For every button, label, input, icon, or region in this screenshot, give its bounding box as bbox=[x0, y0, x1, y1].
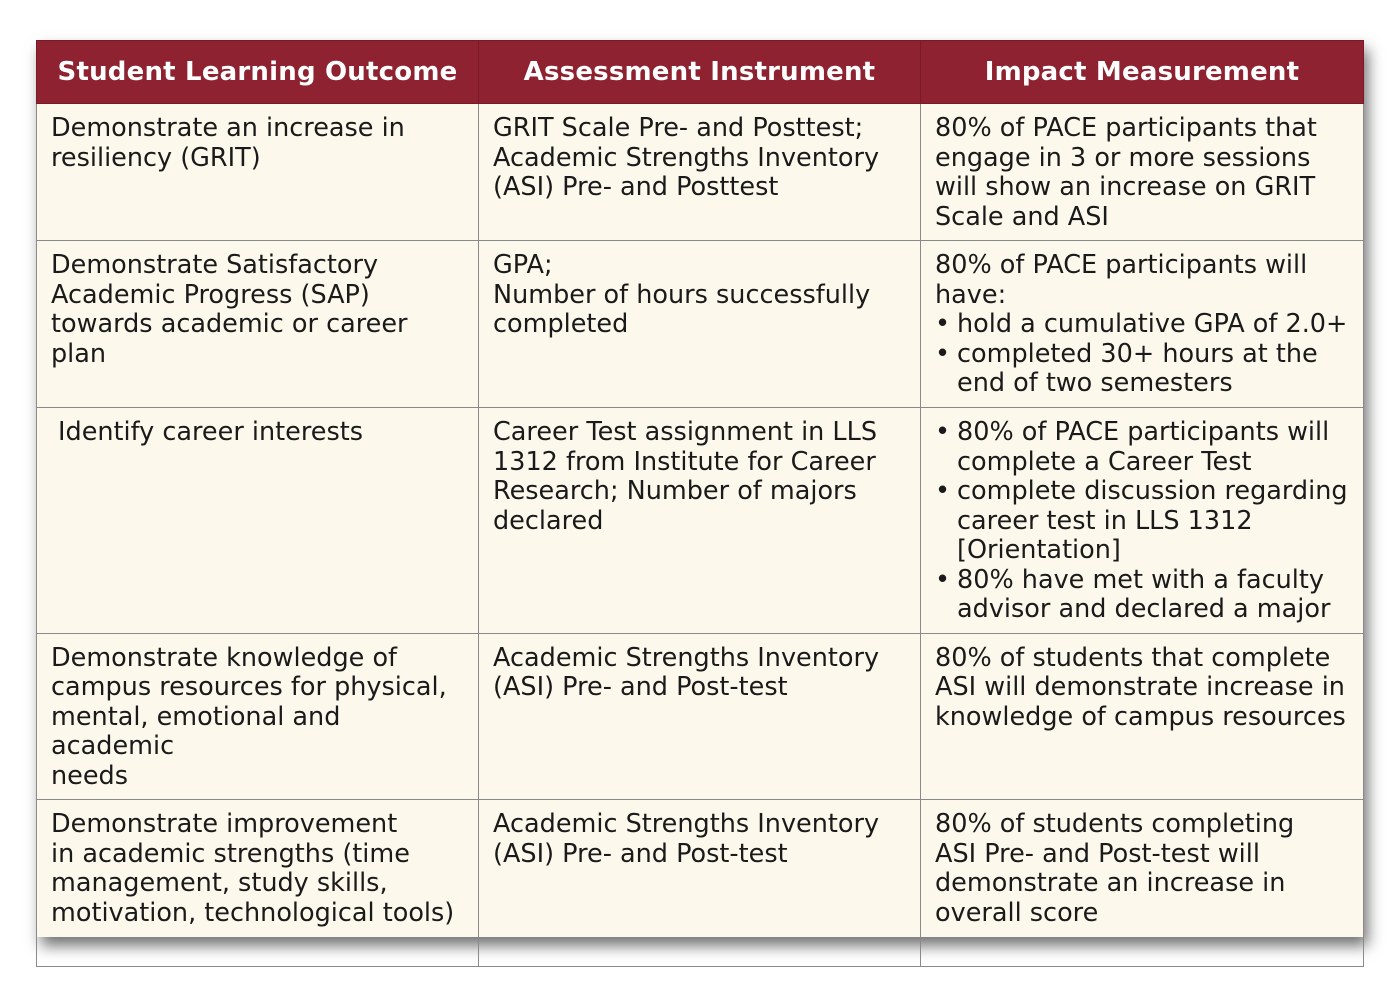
outcomes-table bbox=[36, 40, 1364, 967]
bullet-icon: • bbox=[935, 476, 951, 506]
instrument-line: Academic Strengths Inventory bbox=[493, 809, 880, 839]
table-row bbox=[37, 104, 1364, 241]
outcome-line: Demonstrate knowledge of bbox=[51, 642, 398, 673]
bullet-line: complete discussion regarding bbox=[957, 476, 1348, 506]
bullet-line: [Orientation] bbox=[957, 535, 1121, 565]
instrument-line: Academic Strengths Inventory bbox=[493, 642, 880, 673]
instrument-cell bbox=[479, 633, 921, 800]
impact-line: overall score bbox=[935, 897, 1099, 928]
outcome-cell bbox=[37, 408, 479, 634]
impact-line: will show an increase on GRIT bbox=[935, 172, 1316, 202]
bullet-line: 80% of PACE participants will bbox=[957, 417, 1330, 447]
header-student-learning-outcome: Student Learning Outcome bbox=[37, 41, 479, 104]
instrument-line: (ASI) Pre- and Post-test bbox=[493, 838, 788, 869]
outcome-cell bbox=[37, 104, 479, 241]
impact-line: have: bbox=[935, 279, 1007, 310]
impact-cell bbox=[921, 104, 1364, 241]
outcome-line: campus resources for physical, bbox=[51, 672, 447, 702]
impact-cell bbox=[921, 633, 1364, 800]
outcome-cell bbox=[37, 800, 479, 967]
bullet-icon: • bbox=[935, 417, 951, 447]
impact-line: 80% of PACE participants that bbox=[935, 113, 1317, 143]
instrument-cell bbox=[479, 408, 921, 634]
impact-cell bbox=[921, 241, 1364, 408]
instrument-line: declared bbox=[493, 505, 604, 536]
bullet-line: complete a Career Test bbox=[957, 446, 1252, 477]
table-row bbox=[37, 408, 1364, 634]
impact-bullet-item bbox=[935, 418, 1355, 477]
impact-line: Scale and ASI bbox=[935, 201, 1109, 232]
impact-line: 80% of PACE participants will bbox=[935, 250, 1308, 280]
table-row bbox=[37, 800, 1364, 967]
bullet-line: advisor and declared a major bbox=[957, 594, 1331, 624]
instrument-line: completed bbox=[493, 309, 629, 339]
instrument-cell bbox=[479, 800, 921, 967]
bullet-icon: • bbox=[935, 338, 951, 369]
instrument-line: Career Test assignment in LLS bbox=[493, 417, 878, 447]
impact-bullet-item bbox=[935, 340, 1355, 399]
header-row bbox=[37, 41, 1364, 104]
bullet-icon: • bbox=[935, 309, 951, 339]
outcome-line: Demonstrate Satisfactory bbox=[51, 250, 379, 280]
table-row bbox=[37, 241, 1364, 408]
outcomes-table-container bbox=[36, 40, 1363, 937]
impact-bullet-list bbox=[935, 418, 1355, 625]
instrument-line: GPA; bbox=[493, 250, 553, 280]
outcome-cell bbox=[37, 633, 479, 800]
impact-bullet-item bbox=[935, 310, 1355, 340]
instrument-line: Research; Number of majors bbox=[493, 476, 857, 506]
header-assessment-instrument: Assessment Instrument bbox=[479, 41, 921, 104]
outcome-line: Identify career interests bbox=[58, 417, 364, 447]
impact-bullet-item bbox=[935, 477, 1355, 566]
outcome-line: in academic strengths (time bbox=[51, 838, 410, 869]
outcome-line: towards academic or career plan bbox=[51, 309, 408, 369]
impact-bullet-list bbox=[935, 310, 1355, 399]
instrument-line: (ASI) Pre- and Posttest bbox=[493, 172, 779, 202]
instrument-cell bbox=[479, 241, 921, 408]
impact-line: ASI will demonstrate increase in bbox=[935, 672, 1345, 702]
impact-bullet-item bbox=[935, 566, 1355, 625]
impact-line: knowledge of campus resources bbox=[935, 701, 1346, 732]
outcome-line: Demonstrate an increase in bbox=[51, 113, 405, 143]
instrument-cell bbox=[479, 104, 921, 241]
table-row bbox=[37, 633, 1364, 800]
bullet-line: career test in LLS 1312 bbox=[957, 505, 1253, 536]
outcome-line: needs bbox=[51, 760, 129, 791]
outcome-line: resiliency (GRIT) bbox=[51, 142, 261, 173]
instrument-line: (ASI) Pre- and Post-test bbox=[493, 672, 788, 702]
impact-line: engage in 3 or more sessions bbox=[935, 142, 1311, 173]
instrument-line: GRIT Scale Pre- and Posttest; bbox=[493, 113, 864, 143]
outcome-line: Demonstrate improvement bbox=[51, 809, 398, 839]
outcome-line: motivation, technological tools) bbox=[51, 897, 455, 928]
impact-line: ASI Pre- and Post-test will bbox=[935, 838, 1260, 869]
instrument-line: Academic Strengths Inventory bbox=[493, 142, 880, 173]
bullet-line: 80% have met with a faculty bbox=[957, 564, 1324, 595]
bullet-icon: • bbox=[935, 564, 951, 595]
header-impact-measurement: Impact Measurement bbox=[921, 41, 1364, 104]
instrument-line: 1312 from Institute for Career bbox=[493, 446, 876, 477]
outcome-line: mental, emotional and academic bbox=[51, 701, 341, 761]
impact-line: 80% of students completing bbox=[935, 809, 1295, 839]
impact-cell bbox=[921, 408, 1364, 634]
outcome-cell bbox=[37, 241, 479, 408]
bullet-line: end of two semesters bbox=[957, 368, 1233, 398]
impact-line: demonstrate an increase in bbox=[935, 868, 1286, 898]
outcome-line: Academic Progress (SAP) bbox=[51, 279, 370, 310]
instrument-line: Number of hours successfully bbox=[493, 279, 871, 310]
impact-line: 80% of students that complete bbox=[935, 642, 1331, 673]
outcome-line: management, study skills, bbox=[51, 868, 388, 898]
bullet-line: hold a cumulative GPA of 2.0+ bbox=[957, 309, 1348, 339]
impact-cell bbox=[921, 800, 1364, 967]
bullet-line: completed 30+ hours at the bbox=[957, 338, 1318, 369]
